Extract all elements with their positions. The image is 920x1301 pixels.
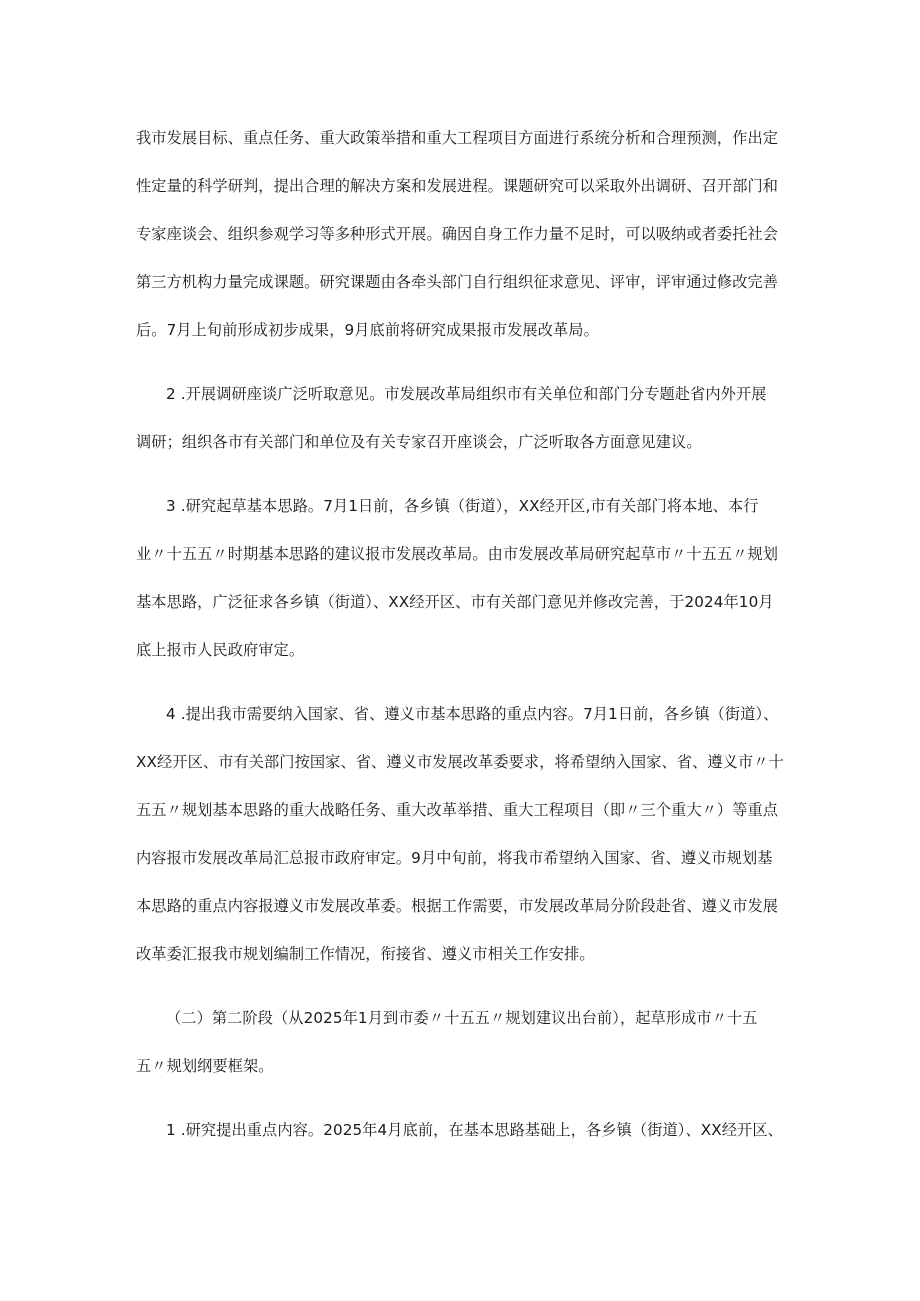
text-line: 内容报市发展改革局汇总报市政府审定。9月中旬前，将我市希望纳入国家、省、遵义市规划基 xyxy=(136,849,773,867)
text-line: 后。7月上旬前形成初步成果，9月底前将研究成果报市发展改革局。 xyxy=(136,321,599,339)
text-line: XX经开区、市有关部门按国家、省、遵义市发展改革委要求，将希望纳入国家、省、遵义市〃十 xyxy=(136,753,784,771)
text-line: 4 .提出我市需要纳入国家、省、遵义市基本思路的重点内容。7月1日前，各乡镇（街道）、 xyxy=(166,705,779,723)
text-line: 改革委汇报我市规划编制工作情况，衔接省、遵义市相关工作安排。 xyxy=(136,945,595,963)
text-line: （二）第二阶段（从2025年1月到市委〃十五五〃规划建议出台前），起草形成市〃十五 xyxy=(166,1009,758,1027)
text-line: 我市发展目标、重点任务、重大政策举措和重大工程项目方面进行系统分析和合理预测，作出定 xyxy=(136,129,779,147)
text-line: 五五〃规划基本思路的重大战略任务、重大改革举措、重大工程项目（即〃三个重大〃）等重点 xyxy=(136,801,779,819)
text-line: 底上报市人民政府审定。 xyxy=(136,641,305,659)
text-line: 1 .研究提出重点内容。2025年4月底前，在基本思路基础上，各乡镇（街道）、XX经开区、 xyxy=(166,1121,783,1139)
text-line: 第三方机构力量完成课题。研究课题由各牵头部门自行组织征求意见、评审，评审通过修改完善 xyxy=(136,273,779,291)
text-line: 专家座谈会、组织参观学习等多种形式开展。确因自身工作力量不足时，可以吸纳或者委托社会 xyxy=(136,225,779,243)
text-line: 性定量的科学研判，提出合理的解决方案和发展进程。课题研究可以采取外出调研、召开部门和 xyxy=(136,177,779,195)
text-line: 3 .研究起草基本思路。7月1日前，各乡镇（街道），XX经开区,市有关部门将本地、本行 xyxy=(166,497,759,515)
text-line: 本思路的重点内容报遵义市发展改革委。根据工作需要，市发展改革局分阶段赴省、遵义市发展 xyxy=(136,897,779,915)
text-line: 基本思路，广泛征求各乡镇（街道）、XX经开区、市有关部门意见并修改完善，于2024年10月 xyxy=(136,593,774,611)
text-line: 业〃十五五〃时期基本思路的建议报市发展改革局。由市发展改革局研究起草市〃十五五〃规划 xyxy=(136,545,779,563)
text-line: 2 .开展调研座谈广泛听取意见。市发展改革局组织市有关单位和部门分专题赴省内外开展 xyxy=(166,385,767,403)
text-line: 五〃规划纲要框架。 xyxy=(136,1057,274,1075)
text-line: 调研；组织各市有关部门和单位及有关专家召开座谈会，广泛听取各方面意见建议。 xyxy=(136,433,702,451)
